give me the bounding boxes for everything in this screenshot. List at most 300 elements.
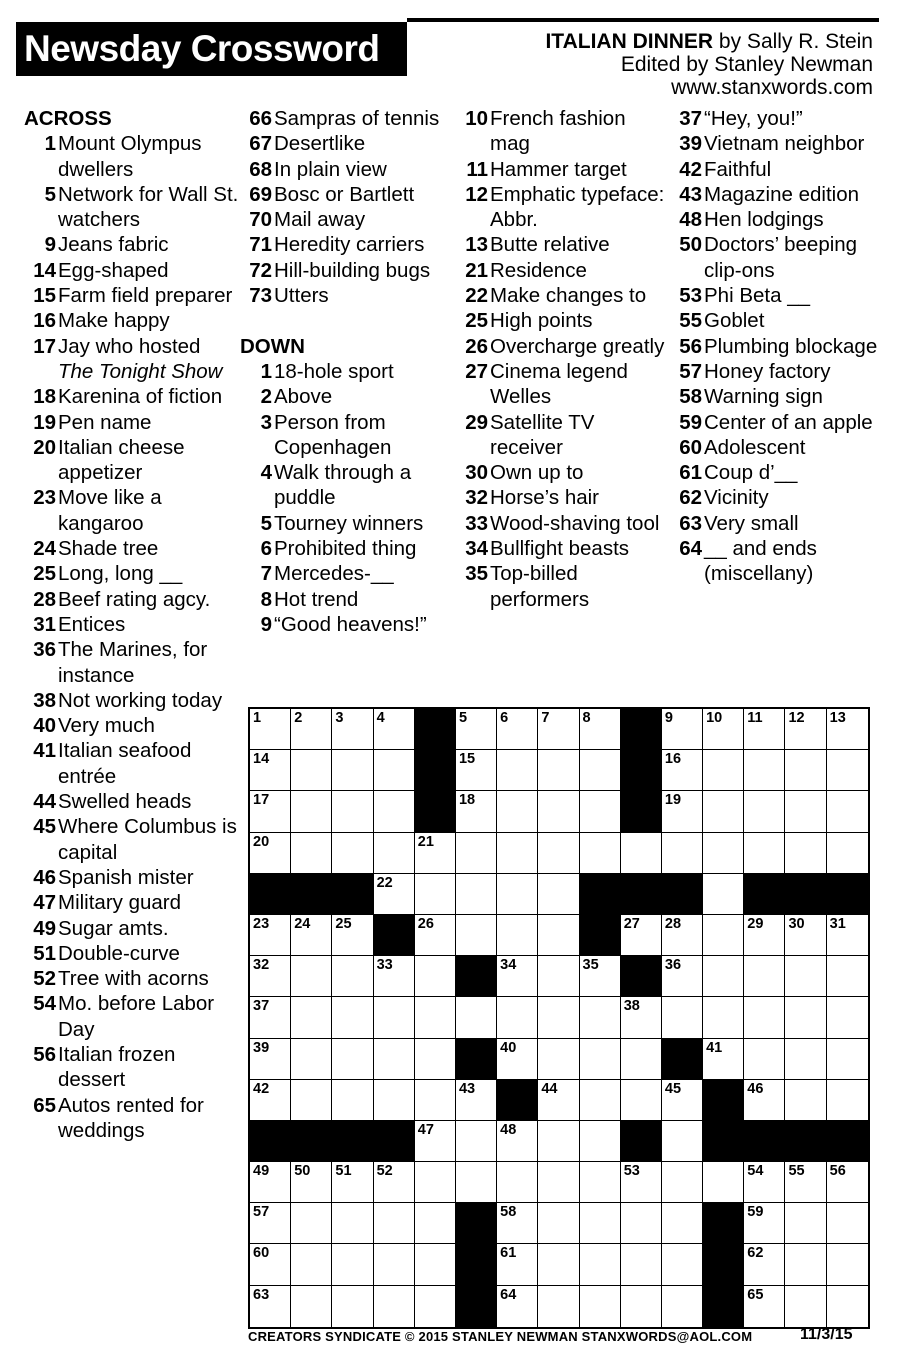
grid-cell[interactable] bbox=[580, 1203, 621, 1244]
grid-cell[interactable] bbox=[332, 750, 373, 791]
grid-cell[interactable] bbox=[332, 997, 373, 1038]
grid-cell[interactable] bbox=[580, 791, 621, 832]
grid-cell[interactable] bbox=[662, 1203, 703, 1244]
grid-cell[interactable] bbox=[250, 1244, 291, 1285]
clue-item bbox=[456, 308, 670, 333]
grid-cell[interactable] bbox=[621, 1162, 662, 1203]
clue-text: Italian cheese appetizer bbox=[58, 435, 185, 485]
clue-number: 11 bbox=[466, 157, 488, 181]
grid-cell[interactable] bbox=[456, 915, 497, 956]
clue-number: 34 bbox=[465, 537, 488, 561]
grid-cell[interactable] bbox=[703, 874, 744, 915]
clue-number: 25 bbox=[465, 309, 488, 333]
grid-cell[interactable] bbox=[415, 1244, 456, 1285]
grid-cell[interactable] bbox=[250, 750, 291, 791]
grid-cell[interactable] bbox=[621, 1080, 662, 1121]
grid-cell[interactable] bbox=[497, 833, 538, 874]
clue-item bbox=[240, 157, 455, 182]
grid-cell[interactable] bbox=[785, 833, 826, 874]
clue-item bbox=[240, 511, 455, 536]
clue-text: High points bbox=[490, 309, 593, 333]
grid-cell[interactable] bbox=[497, 956, 538, 997]
down-clue-list-1 bbox=[240, 359, 455, 637]
grid-cell[interactable] bbox=[291, 915, 332, 956]
grid-cell[interactable] bbox=[827, 1039, 868, 1080]
grid-cell[interactable] bbox=[744, 1162, 785, 1203]
grid-cell[interactable] bbox=[415, 997, 456, 1038]
clue-item bbox=[456, 485, 670, 510]
cell-number: 8 bbox=[582, 710, 591, 726]
grid-cell[interactable] bbox=[538, 750, 579, 791]
grid-cell[interactable] bbox=[580, 1286, 621, 1327]
grid-cell[interactable] bbox=[703, 833, 744, 874]
grid-cell[interactable] bbox=[662, 1121, 703, 1162]
grid-cell[interactable] bbox=[332, 1080, 373, 1121]
clue-text: Emphatic typeface: Abbr. bbox=[490, 182, 665, 232]
grid-cell[interactable] bbox=[332, 915, 373, 956]
clue-text: Satellite TV receiver bbox=[490, 410, 595, 459]
grid-cell[interactable] bbox=[456, 1162, 497, 1203]
grid-cell[interactable] bbox=[456, 874, 497, 915]
grid-cell[interactable] bbox=[785, 1162, 826, 1203]
clue-text: Honey factory bbox=[704, 359, 831, 383]
clue-item bbox=[24, 485, 239, 536]
grid-cell[interactable] bbox=[785, 1244, 826, 1285]
black-square bbox=[291, 874, 332, 915]
grid-cell[interactable] bbox=[497, 1286, 538, 1327]
clue-number: 47 bbox=[33, 891, 56, 915]
grid-cell[interactable] bbox=[827, 833, 868, 874]
cell-number: 43 bbox=[458, 1080, 476, 1097]
grid-cell[interactable] bbox=[250, 1203, 291, 1244]
grid-cell[interactable] bbox=[250, 833, 291, 874]
clue-number: 57 bbox=[679, 359, 702, 383]
cell-number: 22 bbox=[376, 874, 393, 891]
clue-text: Double-curve bbox=[58, 941, 180, 965]
grid-cell[interactable] bbox=[291, 1162, 332, 1203]
clue-text: Mo. before Labor Day bbox=[58, 992, 215, 1041]
grid-cell[interactable] bbox=[538, 997, 579, 1038]
cell-number: 6 bbox=[500, 710, 509, 726]
grid-cell[interactable] bbox=[291, 1203, 332, 1244]
grid-cell[interactable] bbox=[291, 1039, 332, 1080]
clue-item bbox=[670, 536, 885, 587]
grid-cell[interactable] bbox=[744, 750, 785, 791]
clue-item bbox=[456, 283, 670, 308]
grid-cell[interactable] bbox=[497, 915, 538, 956]
cell-number: 28 bbox=[664, 915, 682, 932]
grid-cell[interactable] bbox=[621, 1039, 662, 1080]
clue-text: Italian seafood entrée bbox=[58, 739, 192, 788]
clue-number: 68 bbox=[249, 157, 272, 181]
grid-cell[interactable] bbox=[374, 874, 415, 915]
clue-number: 4 bbox=[260, 461, 272, 485]
grid-cell[interactable] bbox=[538, 1162, 579, 1203]
black-square bbox=[662, 1039, 703, 1080]
grid-cell[interactable] bbox=[827, 1286, 868, 1327]
grid-cell[interactable] bbox=[662, 1286, 703, 1327]
grid-cell[interactable] bbox=[827, 915, 868, 956]
black-square bbox=[332, 874, 373, 915]
grid-cell[interactable] bbox=[374, 1080, 415, 1121]
grid-cell[interactable] bbox=[538, 1080, 579, 1121]
grid-cell[interactable] bbox=[703, 997, 744, 1038]
grid-cell[interactable] bbox=[374, 956, 415, 997]
grid-cell[interactable] bbox=[456, 750, 497, 791]
grid-cell[interactable] bbox=[703, 750, 744, 791]
grid-cell[interactable] bbox=[497, 874, 538, 915]
clue-item bbox=[456, 157, 670, 182]
grid-cell[interactable] bbox=[374, 997, 415, 1038]
grid-cell[interactable] bbox=[332, 1039, 373, 1080]
clue-item bbox=[670, 334, 885, 359]
clue-text: Mount Olympus dwellers bbox=[58, 132, 202, 181]
grid-cell[interactable] bbox=[580, 997, 621, 1038]
clue-item bbox=[456, 359, 670, 410]
grid-cell[interactable] bbox=[662, 997, 703, 1038]
cell-number: 63 bbox=[253, 1286, 270, 1303]
clue-text: Jeans fabric bbox=[58, 233, 169, 257]
grid-cell[interactable] bbox=[456, 791, 497, 832]
black-square bbox=[621, 709, 662, 750]
grid-cell[interactable] bbox=[415, 956, 456, 997]
clue-item bbox=[670, 232, 885, 283]
grid-cell[interactable] bbox=[785, 1203, 826, 1244]
across-clue-list-2 bbox=[240, 106, 455, 308]
clue-number: 35 bbox=[465, 562, 488, 586]
grid-cell[interactable] bbox=[662, 956, 703, 997]
clue-item bbox=[670, 359, 885, 384]
cell-number: 12 bbox=[788, 710, 805, 726]
grid-cell[interactable] bbox=[580, 1162, 621, 1203]
cell-number: 58 bbox=[500, 1204, 517, 1221]
grid-cell[interactable] bbox=[456, 833, 497, 874]
grid-cell[interactable] bbox=[744, 1244, 785, 1285]
cell-number: 35 bbox=[582, 957, 599, 974]
cell-number: 39 bbox=[253, 1039, 270, 1056]
grid-cell[interactable] bbox=[332, 833, 373, 874]
grid-cell[interactable] bbox=[662, 833, 703, 874]
puzzle-website: www.stanxwords.com bbox=[671, 76, 873, 99]
grid-cell[interactable] bbox=[374, 1039, 415, 1080]
grid-cell[interactable] bbox=[703, 956, 744, 997]
grid-cell[interactable] bbox=[374, 1286, 415, 1327]
grid-cell[interactable] bbox=[332, 709, 373, 750]
clue-item bbox=[670, 157, 885, 182]
grid-cell[interactable] bbox=[580, 709, 621, 750]
black-square bbox=[415, 750, 456, 791]
grid-cell[interactable] bbox=[744, 791, 785, 832]
cell-number: 46 bbox=[747, 1080, 764, 1097]
clue-text: Plumbing blockage bbox=[704, 334, 878, 358]
grid-cell[interactable] bbox=[456, 1121, 497, 1162]
grid-cell[interactable] bbox=[580, 1039, 621, 1080]
clue-item bbox=[24, 738, 239, 789]
black-square bbox=[621, 956, 662, 997]
clue-item bbox=[240, 561, 455, 586]
grid-cell[interactable] bbox=[744, 1080, 785, 1121]
grid-cell[interactable] bbox=[374, 750, 415, 791]
grid-cell[interactable] bbox=[744, 1203, 785, 1244]
grid-cell[interactable] bbox=[662, 915, 703, 956]
grid-cell[interactable] bbox=[827, 956, 868, 997]
grid-cell[interactable] bbox=[744, 997, 785, 1038]
grid-cell[interactable] bbox=[744, 915, 785, 956]
grid-cell[interactable] bbox=[538, 956, 579, 997]
clue-text: Top-billed performers bbox=[490, 562, 590, 611]
grid-cell[interactable] bbox=[785, 1039, 826, 1080]
clue-item bbox=[24, 410, 239, 435]
grid-cell[interactable] bbox=[250, 997, 291, 1038]
grid-cell[interactable] bbox=[538, 1244, 579, 1285]
grid-cell[interactable] bbox=[621, 833, 662, 874]
grid-cell[interactable] bbox=[415, 915, 456, 956]
grid-cell[interactable] bbox=[827, 1080, 868, 1121]
clue-text: Where Columbus is capital bbox=[58, 815, 237, 864]
grid-cell[interactable] bbox=[415, 874, 456, 915]
grid-cell[interactable] bbox=[250, 791, 291, 832]
grid-cell[interactable] bbox=[374, 1244, 415, 1285]
grid-cell[interactable] bbox=[497, 997, 538, 1038]
grid-cell[interactable] bbox=[374, 709, 415, 750]
grid-cell[interactable] bbox=[291, 709, 332, 750]
grid-cell[interactable] bbox=[374, 1203, 415, 1244]
grid-cell[interactable] bbox=[456, 709, 497, 750]
clue-item bbox=[240, 460, 455, 511]
grid-cell[interactable] bbox=[415, 1286, 456, 1327]
clue-text: Butte relative bbox=[490, 233, 610, 257]
clue-text: Vicinity bbox=[704, 486, 769, 510]
grid-cell[interactable] bbox=[291, 833, 332, 874]
clue-number: 26 bbox=[465, 334, 488, 358]
grid-cell[interactable] bbox=[250, 709, 291, 750]
grid-cell[interactable] bbox=[785, 915, 826, 956]
grid-cell[interactable] bbox=[497, 1203, 538, 1244]
grid-cell[interactable] bbox=[785, 997, 826, 1038]
clue-text: Very much bbox=[58, 714, 155, 738]
grid-cell[interactable] bbox=[374, 833, 415, 874]
grid-cell[interactable] bbox=[621, 915, 662, 956]
grid-cell[interactable] bbox=[662, 791, 703, 832]
grid-cell[interactable] bbox=[744, 1039, 785, 1080]
clue-item bbox=[240, 359, 455, 384]
cell-number: 47 bbox=[417, 1121, 434, 1138]
grid-cell[interactable] bbox=[785, 750, 826, 791]
grid-cell[interactable] bbox=[291, 791, 332, 832]
grid-cell[interactable] bbox=[538, 1039, 579, 1080]
grid-cell[interactable] bbox=[827, 1203, 868, 1244]
clue-text: “Good heavens!” bbox=[274, 612, 427, 636]
black-square bbox=[580, 874, 621, 915]
black-square bbox=[291, 1121, 332, 1162]
grid-cell[interactable] bbox=[415, 833, 456, 874]
clue-number: 73 bbox=[249, 284, 272, 308]
grid-cell[interactable] bbox=[580, 750, 621, 791]
clue-text: Pen name bbox=[58, 410, 152, 434]
clue-number: 48 bbox=[679, 208, 702, 232]
clue-number: 6 bbox=[260, 537, 272, 561]
clue-item bbox=[24, 182, 239, 233]
grid-cell[interactable] bbox=[415, 1203, 456, 1244]
grid-cell[interactable] bbox=[662, 1080, 703, 1121]
clue-text: Shade tree bbox=[58, 537, 159, 561]
black-square bbox=[744, 1121, 785, 1162]
grid-cell[interactable] bbox=[250, 1286, 291, 1327]
crossword-logo: Newsday Crossword bbox=[16, 22, 407, 76]
clue-number: 58 bbox=[679, 385, 702, 409]
clue-item bbox=[670, 131, 885, 156]
grid-cell[interactable] bbox=[497, 791, 538, 832]
grid-cell[interactable] bbox=[332, 791, 373, 832]
grid-cell[interactable] bbox=[703, 915, 744, 956]
grid-cell[interactable] bbox=[332, 1286, 373, 1327]
grid-cell[interactable] bbox=[332, 1203, 373, 1244]
clue-number: 20 bbox=[33, 435, 56, 459]
grid-cell[interactable] bbox=[497, 709, 538, 750]
cell-number: 10 bbox=[706, 710, 723, 726]
grid-cell[interactable] bbox=[456, 1080, 497, 1121]
grid-cell[interactable] bbox=[291, 750, 332, 791]
grid-cell[interactable] bbox=[827, 1162, 868, 1203]
cell-number: 14 bbox=[253, 751, 270, 768]
grid-cell[interactable] bbox=[703, 791, 744, 832]
grid-cell[interactable] bbox=[744, 956, 785, 997]
cell-number: 29 bbox=[747, 915, 764, 932]
grid-cell[interactable] bbox=[662, 1244, 703, 1285]
grid-cell[interactable] bbox=[703, 1039, 744, 1080]
clue-number: 69 bbox=[249, 182, 272, 206]
grid-cell[interactable] bbox=[538, 915, 579, 956]
grid-cell[interactable] bbox=[332, 1162, 373, 1203]
grid-cell[interactable] bbox=[538, 833, 579, 874]
grid-cell[interactable] bbox=[827, 1244, 868, 1285]
grid-cell[interactable] bbox=[250, 1039, 291, 1080]
grid-cell[interactable] bbox=[497, 750, 538, 791]
grid-cell[interactable] bbox=[250, 1080, 291, 1121]
grid-cell[interactable] bbox=[538, 709, 579, 750]
clue-number: 60 bbox=[679, 435, 702, 459]
clue-number: 52 bbox=[33, 967, 56, 991]
clue-item bbox=[240, 410, 455, 461]
grid-cell[interactable] bbox=[580, 956, 621, 997]
black-square bbox=[703, 1121, 744, 1162]
clue-number: 59 bbox=[679, 410, 702, 434]
clue-number: 64 bbox=[679, 537, 702, 561]
grid-cell[interactable] bbox=[827, 791, 868, 832]
grid-cell[interactable] bbox=[662, 709, 703, 750]
clue-item bbox=[24, 283, 239, 308]
grid-cell[interactable] bbox=[827, 750, 868, 791]
clue-item bbox=[670, 308, 885, 333]
grid-cell[interactable] bbox=[456, 997, 497, 1038]
grid-cell[interactable] bbox=[744, 1286, 785, 1327]
grid-cell[interactable] bbox=[374, 1162, 415, 1203]
grid-cell[interactable] bbox=[580, 1080, 621, 1121]
grid-cell[interactable] bbox=[415, 1121, 456, 1162]
grid-cell[interactable] bbox=[538, 1286, 579, 1327]
grid-cell[interactable] bbox=[291, 997, 332, 1038]
clue-text: In plain view bbox=[274, 157, 387, 181]
grid-cell[interactable] bbox=[785, 956, 826, 997]
grid-cell[interactable] bbox=[332, 956, 373, 997]
grid-cell[interactable] bbox=[415, 1162, 456, 1203]
cell-number: 64 bbox=[500, 1286, 517, 1303]
clue-text: Jay who hosted The Tonight Show bbox=[58, 334, 223, 383]
grid-cell[interactable] bbox=[291, 1244, 332, 1285]
grid-cell[interactable] bbox=[332, 1244, 373, 1285]
down-heading: DOWN bbox=[240, 334, 305, 358]
grid-cell[interactable] bbox=[580, 833, 621, 874]
clue-number: 8 bbox=[260, 587, 272, 611]
grid-cell[interactable] bbox=[785, 1080, 826, 1121]
grid-cell[interactable] bbox=[827, 997, 868, 1038]
grid-cell[interactable] bbox=[662, 1162, 703, 1203]
clue-item bbox=[240, 384, 455, 409]
grid-cell[interactable] bbox=[250, 1162, 291, 1203]
grid-cell[interactable] bbox=[785, 1286, 826, 1327]
copyright-footer: CREATORS SYNDICATE © 2015 STANLEY NEWMAN STANXWORDS@AOL.COM bbox=[248, 1329, 753, 1344]
clue-text: Make happy bbox=[58, 309, 170, 333]
clue-text: __ and ends (miscellany) bbox=[704, 537, 817, 586]
grid-cell[interactable] bbox=[291, 1286, 332, 1327]
grid-cell[interactable] bbox=[291, 1080, 332, 1121]
clue-item bbox=[456, 232, 670, 257]
grid-cell[interactable] bbox=[785, 709, 826, 750]
grid-cell[interactable] bbox=[415, 1080, 456, 1121]
grid-cell[interactable] bbox=[785, 791, 826, 832]
grid-cell[interactable] bbox=[580, 1244, 621, 1285]
grid-cell[interactable] bbox=[538, 874, 579, 915]
clue-number: 17 bbox=[33, 334, 56, 358]
grid-cell[interactable] bbox=[374, 791, 415, 832]
grid-cell[interactable] bbox=[415, 1039, 456, 1080]
grid-cell[interactable] bbox=[538, 1203, 579, 1244]
grid-cell[interactable] bbox=[580, 1121, 621, 1162]
clue-number: 66 bbox=[249, 107, 272, 130]
grid-cell[interactable] bbox=[827, 709, 868, 750]
grid-cell[interactable] bbox=[621, 1286, 662, 1327]
cell-number: 36 bbox=[664, 957, 682, 974]
grid-cell[interactable] bbox=[621, 1244, 662, 1285]
grid-cell[interactable] bbox=[497, 1121, 538, 1162]
clue-item bbox=[240, 536, 455, 561]
grid-cell[interactable] bbox=[497, 1244, 538, 1285]
clue-text: Magazine edition bbox=[704, 182, 859, 206]
grid-cell[interactable] bbox=[291, 956, 332, 997]
clue-item bbox=[456, 561, 670, 612]
clue-item bbox=[24, 334, 239, 385]
grid-cell[interactable] bbox=[662, 750, 703, 791]
grid-cell[interactable] bbox=[621, 1203, 662, 1244]
grid-cell[interactable] bbox=[497, 1039, 538, 1080]
puzzle-date: 11/3/15 bbox=[800, 1326, 853, 1343]
grid-cell[interactable] bbox=[744, 709, 785, 750]
grid-cell[interactable] bbox=[744, 833, 785, 874]
clue-number: 65 bbox=[33, 1093, 56, 1117]
clue-text: Person from Copenhagen bbox=[274, 410, 392, 459]
grid-cell[interactable] bbox=[703, 1162, 744, 1203]
grid-cell[interactable] bbox=[497, 1162, 538, 1203]
grid-cell[interactable] bbox=[538, 791, 579, 832]
clue-number: 27 bbox=[465, 359, 488, 383]
grid-cell[interactable] bbox=[703, 709, 744, 750]
grid-cell[interactable] bbox=[250, 956, 291, 997]
grid-cell[interactable] bbox=[621, 997, 662, 1038]
cell-number: 31 bbox=[829, 915, 846, 932]
clue-number: 56 bbox=[33, 1042, 56, 1066]
grid-cell[interactable] bbox=[250, 915, 291, 956]
grid-cell[interactable] bbox=[538, 1121, 579, 1162]
